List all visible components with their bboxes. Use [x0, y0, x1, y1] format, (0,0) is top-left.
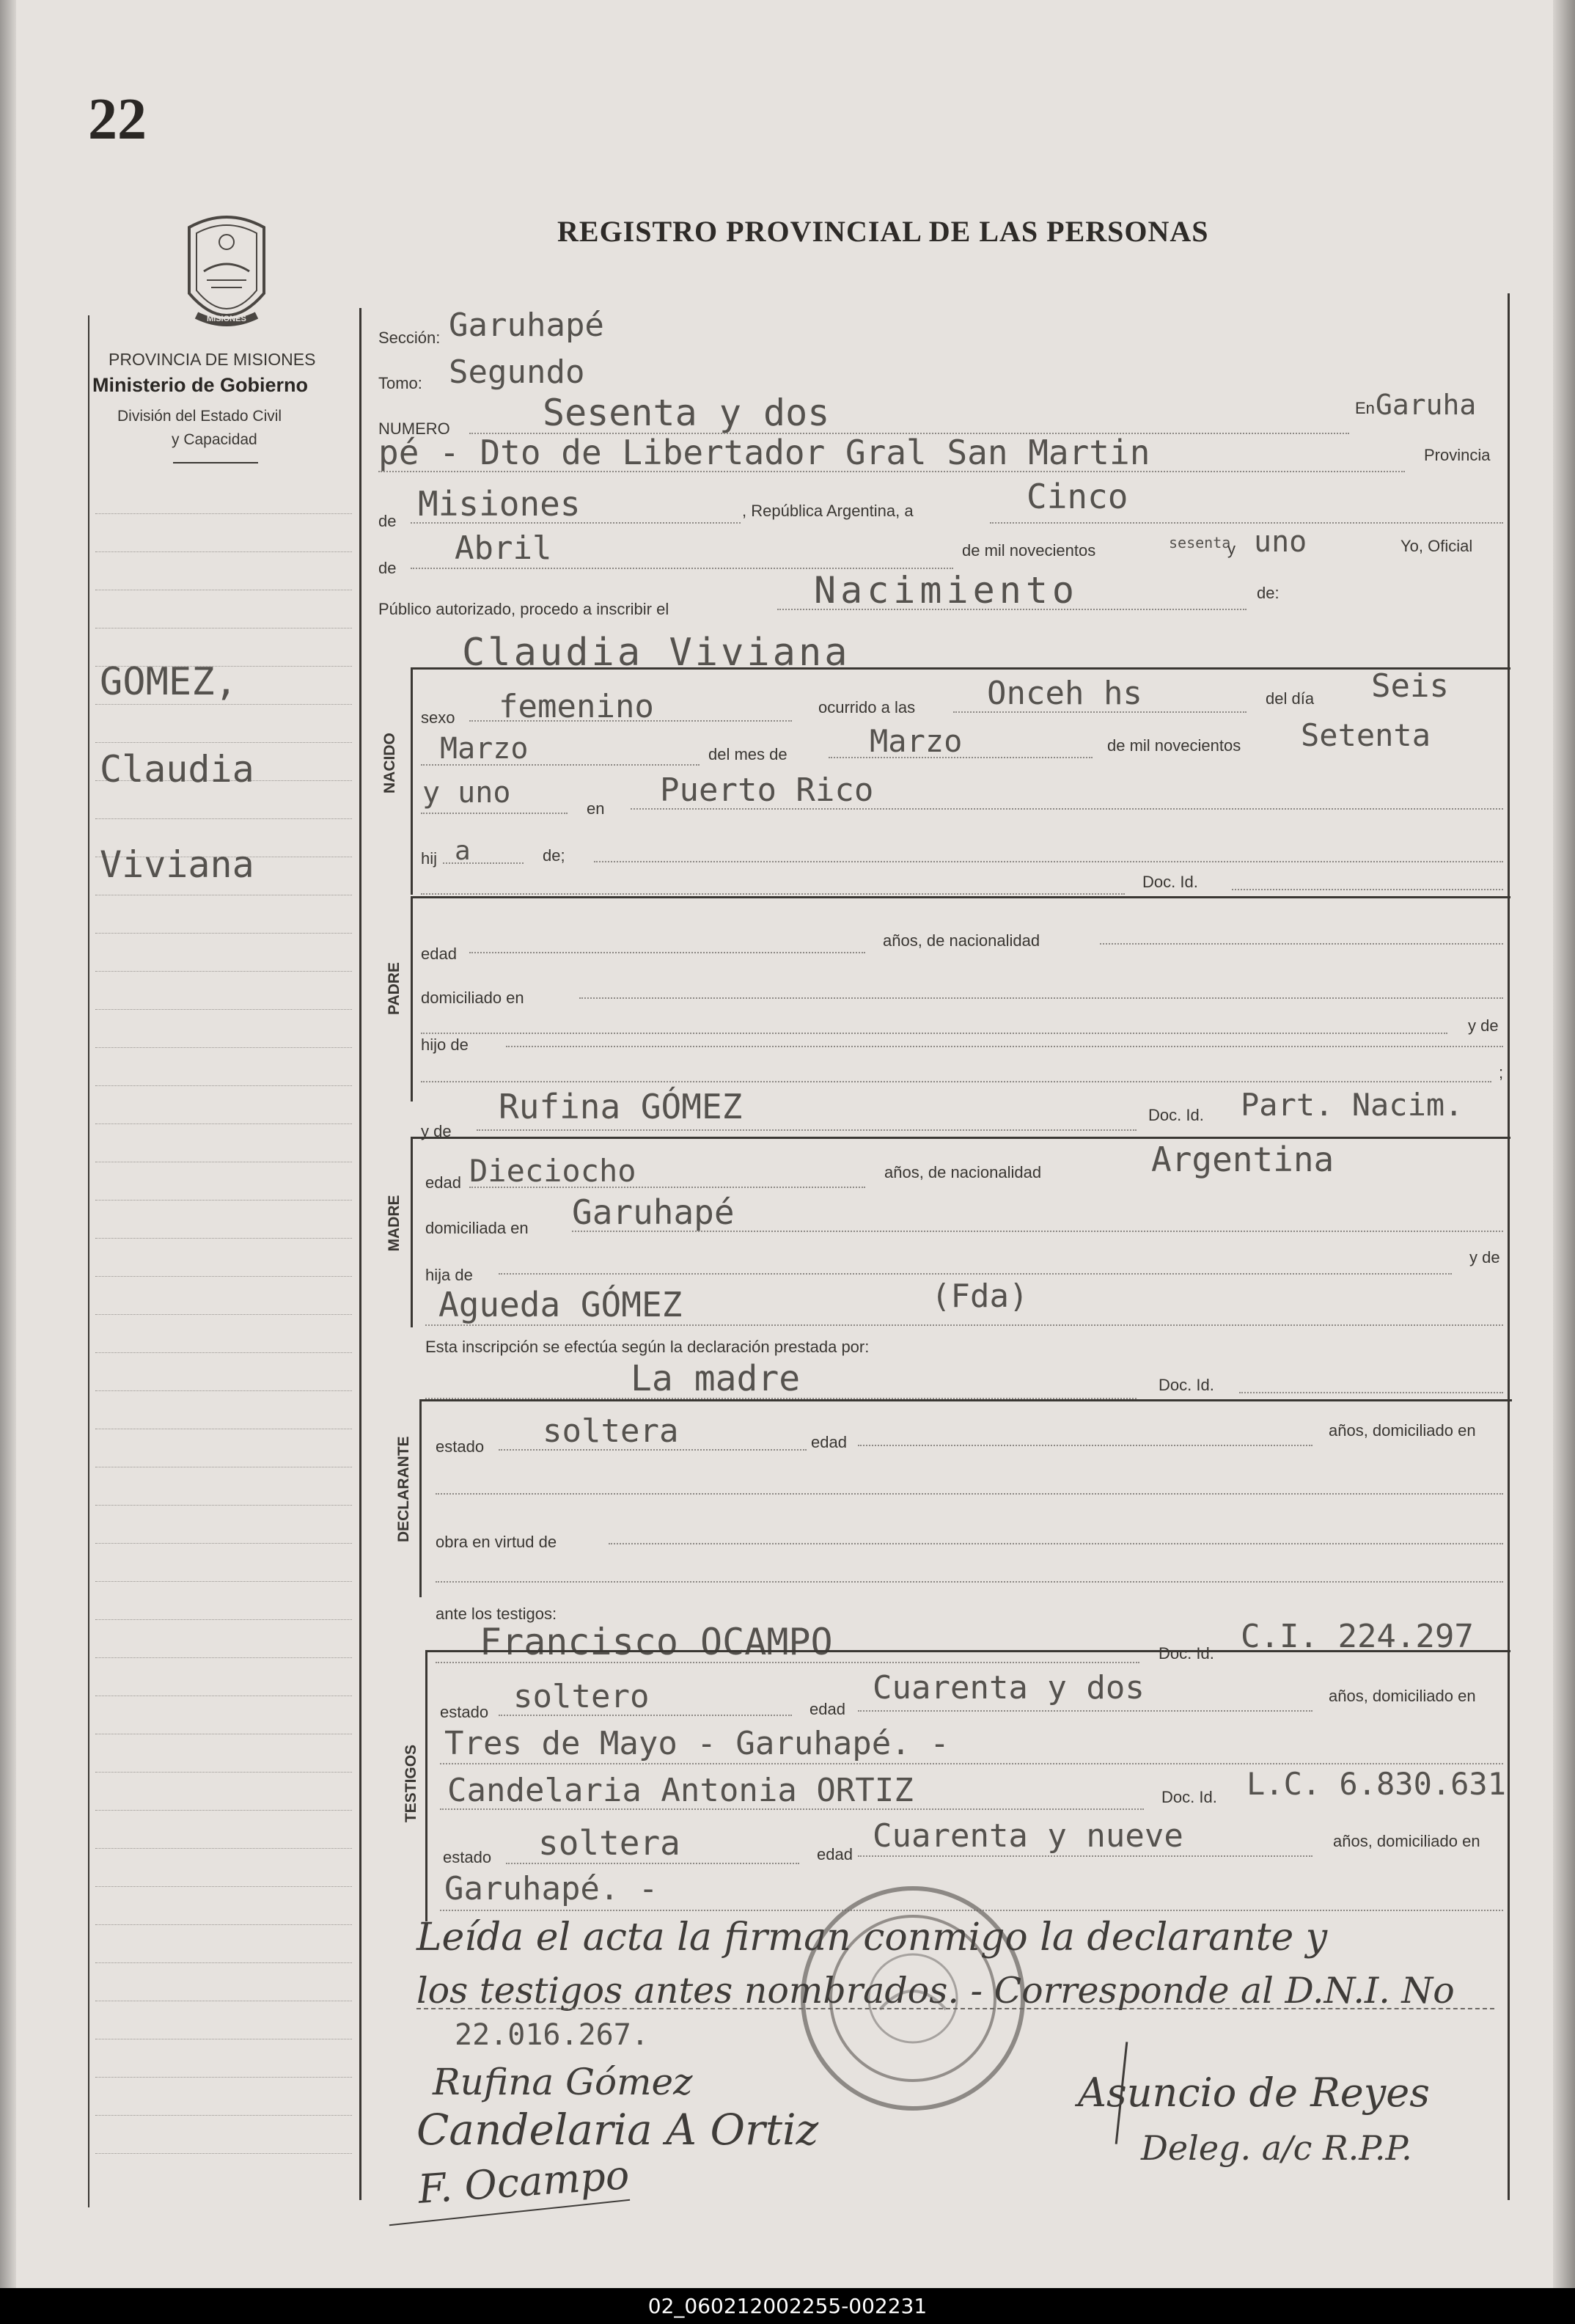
label-de-hij: de; — [543, 846, 565, 865]
province-seal — [175, 213, 279, 337]
label-estado-declarante: estado — [436, 1437, 485, 1456]
label-provincia: Provincia — [1424, 446, 1491, 464]
declarante-rule — [419, 1399, 422, 1597]
dots-dom-declarante — [436, 1493, 1503, 1495]
value-testigo2-doc: L.C. 6.830.631 — [1247, 1766, 1507, 1802]
signature-candelaria: Candelaria A Ortiz — [416, 2105, 819, 2155]
main-left-rule — [359, 308, 361, 2200]
label-doc-nacido: Doc. Id. — [1142, 873, 1198, 891]
signature-ocampo: F. Ocampo — [416, 2152, 631, 2213]
value-anio-nac: Setenta — [1301, 717, 1431, 753]
dots-edad-declarante — [858, 1445, 1312, 1446]
value-testigo1-nombre: Francisco OCAMPO — [480, 1621, 833, 1663]
dots-mes-nac — [829, 757, 1093, 758]
label-de-mes: de — [378, 559, 397, 577]
dots-estado-t2 — [506, 1863, 799, 1864]
label-numero: NUMERO — [378, 419, 450, 438]
value-anio-nac2: y uno — [422, 776, 511, 810]
dots-edad-t1 — [858, 1710, 1312, 1712]
value-dia: Cinco — [1027, 477, 1128, 516]
margin-first-name: Claudia — [100, 748, 254, 791]
org-division: División del Estado Civil — [117, 408, 282, 425]
dots-lugar — [378, 471, 1405, 472]
label-edad-madre: edad — [425, 1173, 461, 1192]
value-dia-nac: Seis — [1371, 667, 1449, 705]
label-tomo: Tomo: — [378, 374, 422, 392]
label-estado-t2: estado — [443, 1848, 492, 1866]
value-madre-edad: Dieciocho — [469, 1153, 636, 1189]
image-caption: 02_060212002255-002231 — [0, 2288, 1575, 2324]
label-edad-declarante: edad — [811, 1433, 847, 1451]
section-madre: MADRE — [386, 1195, 403, 1252]
signature-rufina: Rufina Gómez — [433, 2061, 693, 2103]
label-dom-padre: domiciliado en — [421, 989, 524, 1007]
dots-provincia — [411, 522, 741, 524]
dots-dom-t1 — [440, 1763, 1503, 1764]
value-madre-hija-de: Agueda GÓMEZ — [438, 1285, 683, 1324]
label-hijo-de: hijo de — [421, 1035, 469, 1054]
dots-edad-padre — [469, 952, 865, 953]
value-testigo1-dom: Tres de Mayo - Garuhapé. - — [444, 1725, 950, 1762]
org-ministry: Ministerio de Gobierno — [92, 374, 309, 396]
dots-edad-t2 — [858, 1855, 1312, 1857]
value-hij-suffix: a — [455, 836, 471, 866]
value-dia-nac2: Marzo — [440, 732, 529, 766]
value-madre-dom: Garuhapé — [572, 1192, 735, 1232]
value-madre-doc: Part. Nacim. — [1241, 1087, 1464, 1123]
section-testigos: TESTIGOS — [403, 1744, 419, 1823]
label-y-de-madre: y de — [421, 1122, 452, 1140]
section-nacido: NACIDO — [381, 733, 398, 793]
left-margin-rule — [88, 315, 89, 2207]
padre-top-rule — [411, 896, 1510, 898]
dots-dom-madre — [572, 1231, 1503, 1232]
label-y-de-hija: y de — [1469, 1248, 1500, 1267]
org-capacity: y Capacidad — [172, 431, 257, 448]
dots-estado-t1 — [499, 1715, 792, 1716]
value-en: Garuha — [1376, 389, 1477, 421]
label-doc-testigo1: Doc. Id. — [1159, 1644, 1214, 1663]
label-doc-testigo2: Doc. Id. — [1161, 1788, 1217, 1806]
testigos-rule — [425, 1650, 427, 1921]
dots-testigo2 — [440, 1808, 1144, 1810]
value-madre-nombre: Rufina GÓMEZ — [499, 1087, 743, 1126]
closing-line-1: Leída el acta la firman conmigo la declarante y — [416, 1916, 1328, 1960]
value-testigo2-edad: Cuarenta y nueve — [873, 1817, 1183, 1855]
label-semicolon: ; — [1499, 1063, 1504, 1082]
register-title: REGISTRO PROVINCIAL DE LAS PERSONAS — [557, 215, 1209, 248]
org-underline — [173, 462, 258, 463]
value-seccion: Garuhapé — [449, 307, 604, 344]
value-sexo: femenino — [499, 688, 654, 725]
label-ante: ante los testigos: — [436, 1605, 557, 1623]
signature-official: Asuncio de Reyes — [1078, 2070, 1430, 2116]
value-acto: Nacimiento — [814, 569, 1079, 612]
dots-dia — [990, 522, 1503, 524]
value-madre-hija-de-note: (Fda) — [931, 1278, 1029, 1315]
label-de-colon: de: — [1257, 584, 1280, 602]
dots-sexo — [469, 720, 792, 722]
dots-hora — [953, 711, 1247, 713]
label-anos-dom-declarante: años, domiciliado en — [1329, 1421, 1476, 1440]
label-hij: hij — [421, 849, 438, 868]
label-anos-nac-madre: años, de nacionalidad — [884, 1163, 1042, 1181]
testigos-top-rule — [425, 1650, 1510, 1652]
page-left-edge — [0, 0, 16, 2288]
label-anos-dom-t2: años, domiciliado en — [1333, 1832, 1480, 1850]
section-padre: PADRE — [386, 962, 403, 1015]
label-yo-oficial: Yo, Oficial — [1400, 537, 1473, 555]
dots-nacido-doc — [421, 893, 1125, 895]
label-edad-padre: edad — [421, 945, 457, 963]
value-mes: Abril — [455, 529, 552, 567]
dots-obra2 — [436, 1581, 1503, 1583]
value-testigo1-edad: Cuarenta y dos — [873, 1669, 1145, 1707]
label-anos-dom-t1: años, domiciliado en — [1329, 1687, 1476, 1705]
seal-text: MISIONES — [207, 315, 246, 323]
value-testigo1-estado: soltero — [513, 1678, 650, 1715]
value-numero: Sesenta y dos — [543, 392, 830, 434]
value-madre-nac: Argentina — [1151, 1140, 1334, 1179]
closing-underline — [416, 2008, 1494, 2009]
value-testigo1-doc: C.I. 224.297 — [1241, 1618, 1474, 1655]
madre-rule — [411, 1137, 413, 1327]
label-estado-t1: estado — [440, 1703, 489, 1721]
label-doc-declarante: Doc. Id. — [1159, 1376, 1214, 1394]
label-y-de-padre: y de — [1468, 1016, 1499, 1035]
madre-top-rule — [411, 1137, 1510, 1139]
label-seccion: Sección: — [378, 329, 441, 347]
padre-rule — [411, 896, 413, 1101]
page-number: 22 — [88, 87, 147, 152]
dots-hij — [443, 862, 524, 864]
dots-nac-padre — [1100, 943, 1503, 945]
value-testigo2-estado: soltera — [538, 1823, 680, 1863]
value-declarante-estado: soltera — [543, 1412, 679, 1450]
label-ocurrido: ocurrido a las — [818, 698, 916, 716]
label-en-lugar: en — [587, 799, 605, 818]
label-dom-madre: domiciliada en — [425, 1219, 529, 1237]
label-esta-inscripcion: Esta inscripción se efectúa según la declaración prestada por: — [425, 1338, 870, 1356]
signature-official-title: Deleg. a/c R.P.P. — [1141, 2128, 1412, 2168]
label-anos-nac-padre: años, de nacionalidad — [883, 931, 1040, 950]
dots-testigo1 — [436, 1662, 1139, 1663]
margin-second-name: Viviana — [100, 843, 254, 886]
dots-dom-padre — [579, 997, 1503, 999]
value-nombre: Claudia Viviana — [462, 631, 851, 675]
label-del-mes: del mes de — [708, 745, 788, 763]
value-tomo: Segundo — [449, 353, 585, 391]
value-mes-nac: Marzo — [870, 723, 963, 759]
value-testigo2-nombre: Candelaria Antonia ORTIZ — [447, 1772, 914, 1809]
declarante-top-rule — [419, 1399, 1512, 1401]
main-right-rule — [1508, 293, 1510, 2200]
value-provincia: Misiones — [418, 484, 581, 524]
closing-dni: 22.016.267. — [455, 2018, 649, 2052]
value-hora: Onceh hs — [987, 675, 1142, 712]
dots-dia-nac2 — [421, 764, 700, 766]
dots-obra — [609, 1543, 1503, 1544]
dots-hij-de — [594, 861, 1503, 862]
dots-anio-nac2 — [421, 813, 568, 814]
value-anio: uno — [1254, 525, 1307, 559]
org-province: PROVINCIA DE MISIONES — [109, 350, 316, 369]
dots-lugar-nac — [631, 808, 1503, 810]
dots-madre-nombre — [477, 1129, 1137, 1131]
label-obra: obra en virtud de — [436, 1533, 557, 1551]
dots-hijo-de — [506, 1046, 1503, 1047]
value-lugar: pé - Dto de Libertador Gral San Martin — [378, 433, 1150, 472]
label-y: y — [1227, 540, 1236, 558]
label-edad-t1: edad — [809, 1700, 845, 1718]
label-hija-de: hija de — [425, 1266, 473, 1284]
value-lugar-nac: Puerto Rico — [660, 771, 874, 809]
dots-hija-de — [499, 1273, 1452, 1275]
label-sexo: sexo — [421, 708, 455, 727]
nacido-rule — [411, 667, 413, 895]
margin-surname: GOMEZ, — [100, 660, 238, 704]
label-mil-novecientos: de mil novecientos — [962, 541, 1096, 560]
dots-doc-declarante — [1239, 1392, 1503, 1393]
label-publico: Público autorizado, procedo a inscribir el — [378, 600, 669, 618]
label-del-dia: del día — [1266, 689, 1315, 708]
value-testigo2-dom: Garuhapé. - — [444, 1870, 658, 1907]
nacido-top-rule — [411, 667, 1510, 670]
dots-edad-madre — [469, 1187, 865, 1188]
dots-hijo-de2 — [421, 1081, 1491, 1082]
label-doc-madre: Doc. Id. — [1148, 1106, 1204, 1124]
section-declarante: DECLARANTE — [395, 1436, 412, 1542]
value-declarante: La madre — [631, 1358, 801, 1399]
dots-dom-padre2 — [421, 1033, 1447, 1034]
label-en: En — [1355, 399, 1375, 417]
dots-estado-declarante — [499, 1449, 807, 1451]
label-mil-nov-nac: de mil novecientos — [1107, 736, 1241, 755]
dots-acto — [777, 609, 1247, 610]
label-edad-t2: edad — [817, 1845, 853, 1863]
closing-line-2: los testigos antes nombrados. - Corresponde al D.N.I. No — [416, 1970, 1455, 2012]
page-right-edge — [1553, 0, 1575, 2288]
label-de-prov: de — [378, 512, 397, 530]
dots-hija-de2 — [425, 1324, 1503, 1326]
value-anio-sesenta: sesenta — [1169, 534, 1231, 551]
dots-nacido-doc2 — [1232, 889, 1503, 890]
label-republica: , República Argentina, a — [742, 502, 914, 520]
